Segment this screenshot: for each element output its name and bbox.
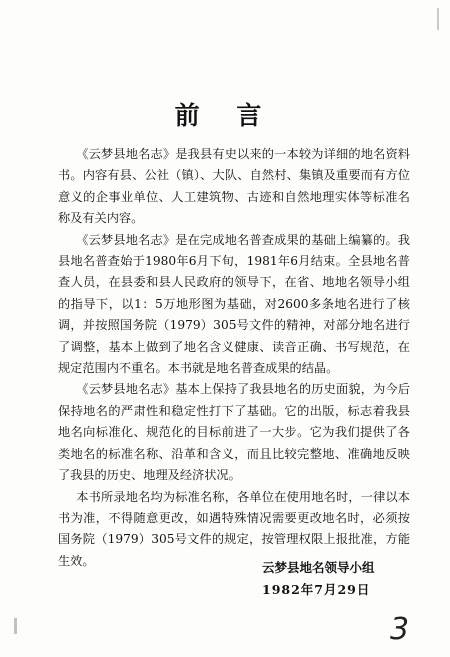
- paragraph-4: 本书所录地名均为标准名称，各单位在使用地名时，一律以本书为准，不得随意更改，如遇特殊情况需要更改地名时，必须按国务院（1979）305号文件的规定，按管理权限上报批准，方能生效。: [58, 489, 410, 568]
- paragraph-2: 《云梦县地名志》是在完成地名普查成果的基础上编纂的。我县地名普查始于1980年6月下旬，1981年6月结束。全县地名普查人员，在县委和县人民政府的领导下，在省、地地名领导小组的指导下，以1：5万地形图为基础，对2600多条地名进行了核调，并按照国务院（1979）305号文件的精神，对部分地名进行了调整，基本上做到了地名含义健康、读音正确、书写规范，在规定范围内不重名。本书就是地名普查成果的结晶。: [58, 232, 410, 376]
- signature-org: 云梦县地名领导小组: [262, 560, 375, 575]
- page-title: 前 言: [174, 101, 276, 130]
- signature-date: 1982年7月29日: [262, 582, 371, 597]
- preface-body: [58, 144, 410, 572]
- scan-mark: [437, 8, 439, 30]
- scan-mark: [14, 618, 17, 634]
- paragraph-3: 《云梦县地名志》基本上保持了我县地名的历史面貌，为今后保持地名的严肃性和稳定性打下了基础。它的出版，标志着我县地名向标准化、规范化的目标前进了一大步。它为我们提供了各类地名的标准名称、沿革和含义，而且比较完整地、准确地反映了我县的历史、地理及经济状况。: [58, 382, 410, 483]
- signature-block: [262, 557, 375, 601]
- paragraph-1: 《云梦县地名志》是我县有史以来的一本较为详细的地名资料书。内容有县、公社（镇）、大队、自然村、集镇及重要而有方位意义的企事业单位、人工建筑物、古迹和自然地理实体等标准名称及有关内容。: [58, 147, 410, 226]
- page-number: 3: [390, 612, 410, 647]
